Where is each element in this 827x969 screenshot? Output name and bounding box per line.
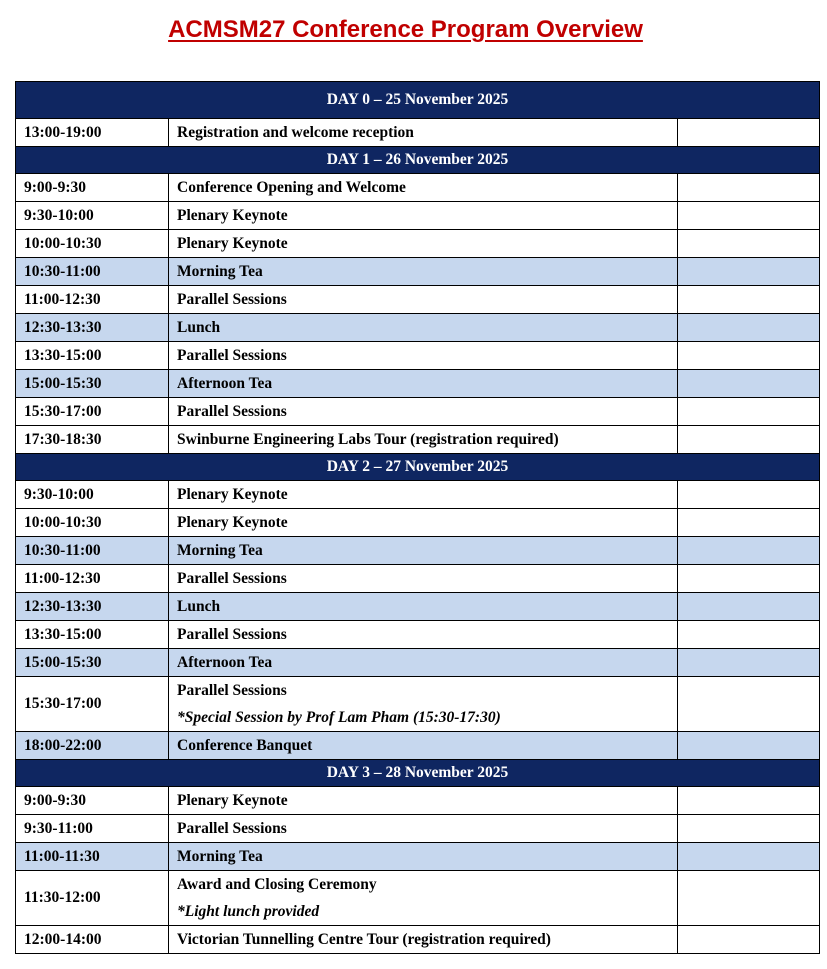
time-cell: 9:30-10:00 xyxy=(16,481,169,509)
time-cell: 15:00-15:30 xyxy=(16,370,169,398)
event-cell xyxy=(169,677,678,732)
notes-cell xyxy=(678,871,820,926)
notes-cell xyxy=(678,926,820,954)
day-header: DAY 0 – 25 November 2025 xyxy=(16,82,820,119)
time-cell: 13:30-15:00 xyxy=(16,621,169,649)
time-cell: 18:00-22:00 xyxy=(16,732,169,760)
event-cell: Victorian Tunnelling Centre Tour (registration required) xyxy=(169,926,678,954)
time-cell: 10:30-11:00 xyxy=(16,537,169,565)
table-row xyxy=(16,565,820,593)
day-header: DAY 2 – 27 November 2025 xyxy=(16,454,820,481)
event-cell: Morning Tea xyxy=(169,843,678,871)
event-cell: Plenary Keynote xyxy=(169,202,678,230)
table-row xyxy=(16,787,820,815)
event-cell: Parallel Sessions xyxy=(169,621,678,649)
time-cell: 11:30-12:00 xyxy=(16,871,169,926)
time-cell: 12:30-13:30 xyxy=(16,593,169,621)
table-row xyxy=(16,593,820,621)
event-title: Parallel Sessions xyxy=(177,681,287,699)
event-cell: Plenary Keynote xyxy=(169,787,678,815)
notes-cell xyxy=(678,565,820,593)
event-cell: Plenary Keynote xyxy=(169,230,678,258)
notes-cell xyxy=(678,621,820,649)
table-row xyxy=(16,481,820,509)
event-cell: Afternoon Tea xyxy=(169,649,678,677)
event-cell: Registration and welcome reception xyxy=(169,119,678,147)
table-row xyxy=(16,202,820,230)
table-row xyxy=(16,843,820,871)
event-cell: Plenary Keynote xyxy=(169,481,678,509)
table-row xyxy=(16,119,820,147)
event-cell: Afternoon Tea xyxy=(169,370,678,398)
time-cell: 17:30-18:30 xyxy=(16,426,169,454)
notes-cell xyxy=(678,509,820,537)
notes-cell xyxy=(678,314,820,342)
event-cell: Morning Tea xyxy=(169,537,678,565)
event-cell: Parallel Sessions xyxy=(169,398,678,426)
event-title: Award and Closing Ceremony xyxy=(177,875,377,893)
notes-cell xyxy=(678,258,820,286)
table-row xyxy=(16,677,820,732)
notes-cell xyxy=(678,481,820,509)
time-cell: 10:00-10:30 xyxy=(16,230,169,258)
notes-cell xyxy=(678,426,820,454)
time-cell: 15:30-17:00 xyxy=(16,398,169,426)
table-row xyxy=(16,509,820,537)
program-body xyxy=(16,82,820,954)
day-header-row xyxy=(16,82,820,119)
table-row xyxy=(16,926,820,954)
table-row xyxy=(16,649,820,677)
event-cell: Parallel Sessions xyxy=(169,342,678,370)
time-cell: 11:00-12:30 xyxy=(16,286,169,314)
event-cell: Parallel Sessions xyxy=(169,815,678,843)
notes-cell xyxy=(678,370,820,398)
time-cell: 10:30-11:00 xyxy=(16,258,169,286)
table-row xyxy=(16,398,820,426)
table-row xyxy=(16,621,820,649)
event-cell xyxy=(169,871,678,926)
notes-cell xyxy=(678,398,820,426)
table-row xyxy=(16,537,820,565)
notes-cell xyxy=(678,286,820,314)
day-header: DAY 1 – 26 November 2025 xyxy=(16,147,820,174)
table-row xyxy=(16,258,820,286)
time-cell: 13:30-15:00 xyxy=(16,342,169,370)
table-row xyxy=(16,815,820,843)
table-row xyxy=(16,370,820,398)
time-cell: 9:00-9:30 xyxy=(16,174,169,202)
time-cell: 11:00-11:30 xyxy=(16,843,169,871)
table-row xyxy=(16,732,820,760)
notes-cell xyxy=(678,230,820,258)
time-cell: 9:30-11:00 xyxy=(16,815,169,843)
time-cell: 15:00-15:30 xyxy=(16,649,169,677)
program-table xyxy=(15,81,820,954)
event-cell: Morning Tea xyxy=(169,258,678,286)
notes-cell xyxy=(678,677,820,732)
table-row xyxy=(16,871,820,926)
notes-cell xyxy=(678,815,820,843)
event-note: *Light lunch provided xyxy=(177,902,320,920)
event-cell: Parallel Sessions xyxy=(169,565,678,593)
notes-cell xyxy=(678,593,820,621)
notes-cell xyxy=(678,202,820,230)
notes-cell xyxy=(678,732,820,760)
notes-cell xyxy=(678,787,820,815)
time-cell: 12:30-13:30 xyxy=(16,314,169,342)
time-cell: 10:00-10:30 xyxy=(16,509,169,537)
notes-cell xyxy=(678,649,820,677)
time-cell: 9:30-10:00 xyxy=(16,202,169,230)
time-cell: 12:00-14:00 xyxy=(16,926,169,954)
day-header-row xyxy=(16,454,820,481)
table-row xyxy=(16,286,820,314)
time-cell: 9:00-9:30 xyxy=(16,787,169,815)
event-cell: Conference Banquet xyxy=(169,732,678,760)
time-cell: 15:30-17:00 xyxy=(16,677,169,732)
table-row xyxy=(16,174,820,202)
notes-cell xyxy=(678,174,820,202)
page-title: ACMSM27 Conference Program Overview xyxy=(168,16,643,43)
day-header-row xyxy=(16,147,820,174)
notes-cell xyxy=(678,119,820,147)
table-row xyxy=(16,230,820,258)
event-note: *Special Session by Prof Lam Pham (15:30-17:30) xyxy=(177,708,501,726)
notes-cell xyxy=(678,843,820,871)
table-row xyxy=(16,342,820,370)
event-cell: Lunch xyxy=(169,593,678,621)
notes-cell xyxy=(678,342,820,370)
event-cell: Conference Opening and Welcome xyxy=(169,174,678,202)
table-row xyxy=(16,314,820,342)
event-cell: Plenary Keynote xyxy=(169,509,678,537)
table-row xyxy=(16,426,820,454)
time-cell: 13:00-19:00 xyxy=(16,119,169,147)
time-cell: 11:00-12:30 xyxy=(16,565,169,593)
event-cell: Parallel Sessions xyxy=(169,286,678,314)
event-cell: Lunch xyxy=(169,314,678,342)
day-header: DAY 3 – 28 November 2025 xyxy=(16,760,820,787)
event-cell: Swinburne Engineering Labs Tour (registration required) xyxy=(169,426,678,454)
notes-cell xyxy=(678,537,820,565)
day-header-row xyxy=(16,760,820,787)
